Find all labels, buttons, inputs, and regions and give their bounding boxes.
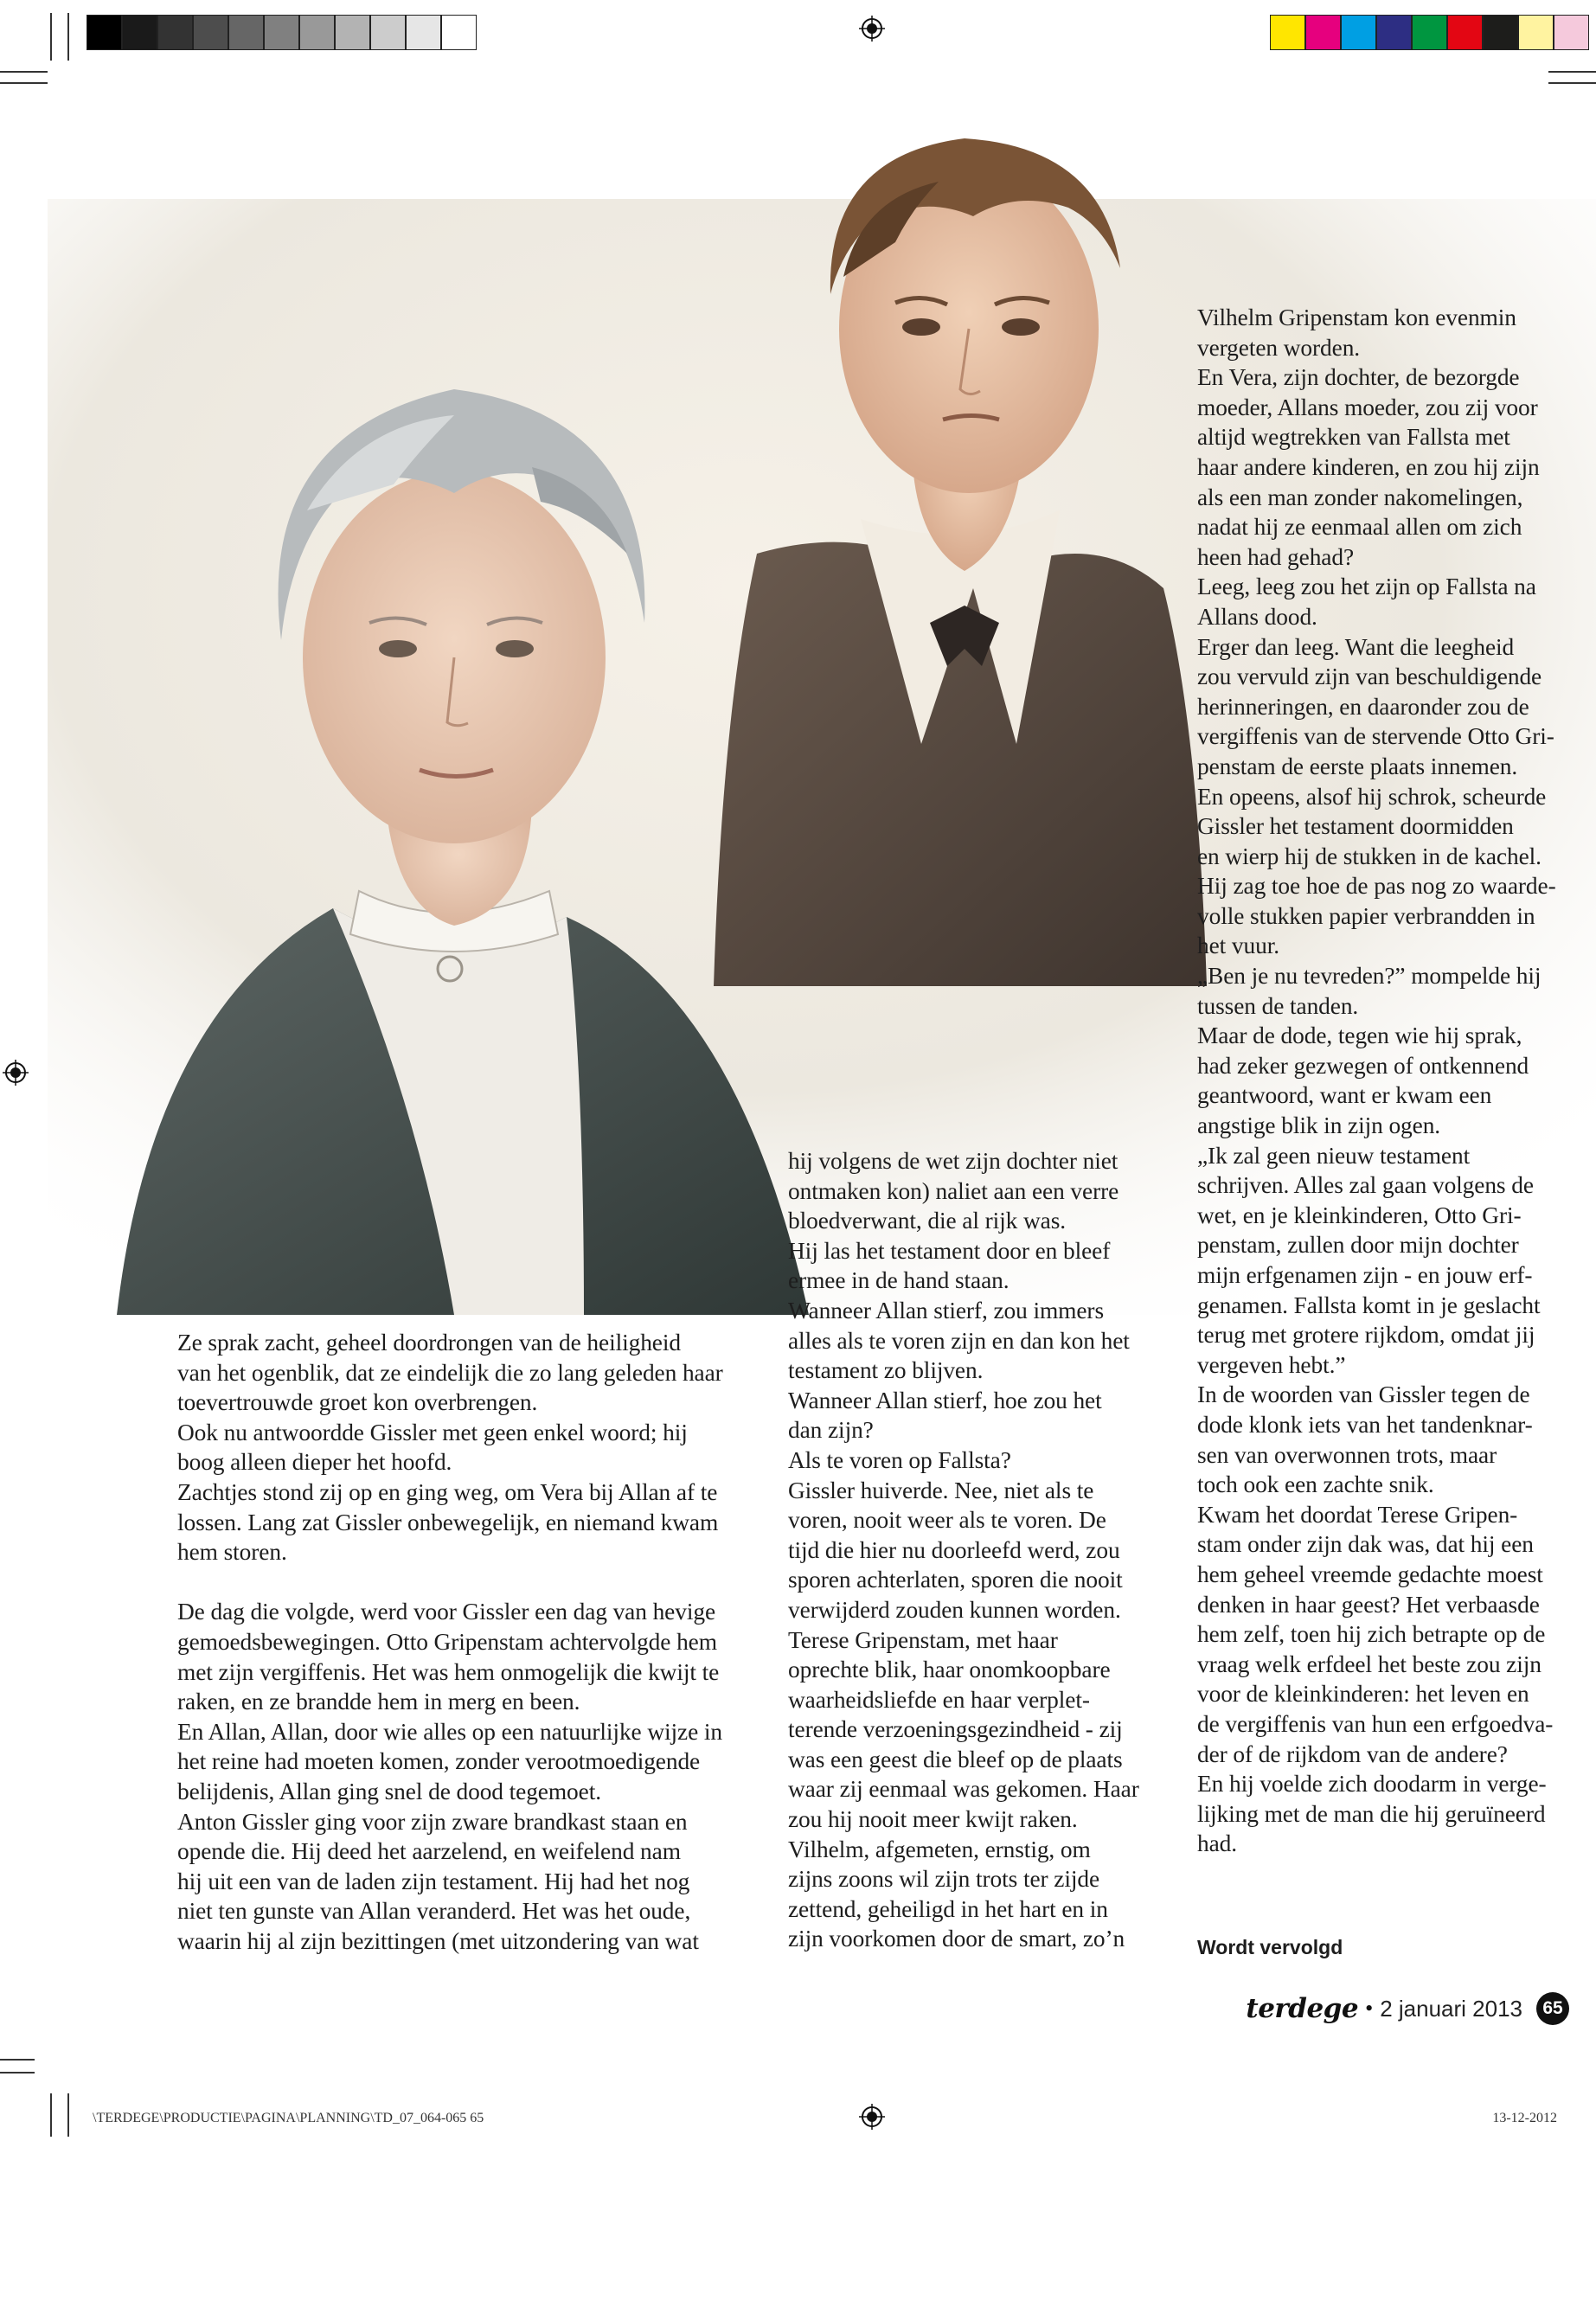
print-slug-path: \TERDEGE\PRODUCTIE\PAGINA\PLANNING\TD_07_064-065 65	[93, 2111, 484, 2125]
crop-mark	[50, 13, 52, 61]
text-line: ermee in de hand staan.	[788, 1267, 1010, 1294]
text-line: „Ik zal geen nieuw testament	[1197, 1142, 1471, 1169]
article-column-middle	[788, 1146, 1169, 1954]
text-line: toevertrouwde groet kon overbrengen.	[177, 1389, 538, 1416]
text-line: Hij las het testament door en bleef	[788, 1237, 1111, 1264]
text-line: verwijderd zouden kunnen worden.	[788, 1596, 1121, 1623]
text-line: waarin hij al zijn bezittingen (met uitzondering van wat	[177, 1927, 699, 1954]
text-line: voren, nooit weer als te voren. De	[788, 1507, 1106, 1534]
crop-mark	[0, 2059, 35, 2061]
text-line: angstige blik in zijn ogen.	[1197, 1112, 1441, 1139]
text-line: Zachtjes stond zij op en ging weg, om Vera bij Allan af te	[177, 1478, 718, 1505]
text-line: In de woorden van Gissler tegen de	[1197, 1381, 1530, 1408]
print-slug-date: 13-12-2012	[1492, 2111, 1557, 2125]
footer-separator: •	[1365, 1996, 1374, 2021]
text-line: heen had gehad?	[1197, 543, 1355, 570]
text-line: boog alleen dieper het hoofd.	[177, 1449, 452, 1476]
text-line: testament zo blijven.	[788, 1357, 984, 1384]
text-line: waarheidsliefde en haar verplet-	[788, 1686, 1090, 1713]
text-line: Anton Gissler ging voor zijn zware brandkast staan en	[177, 1808, 688, 1835]
text-line: belijdenis, Allan ging snel de dood tegemoet.	[177, 1778, 601, 1804]
text-line: haar andere kinderen, en zou hij zijn	[1197, 453, 1540, 480]
text-line: vergeten worden.	[1197, 334, 1361, 361]
text-line: hij volgens de wet zijn dochter niet	[788, 1148, 1118, 1174]
text-line: Ook nu antwoordde Gissler met geen enkel woord; hij	[177, 1419, 688, 1445]
text-line: genamen. Fallsta komt in je geslacht	[1197, 1292, 1541, 1318]
text-line: Maar de dode, tegen wie hij sprak,	[1197, 1022, 1522, 1049]
text-line: Gissler huiverde. Nee, niet als te	[788, 1477, 1094, 1503]
color-swatch	[193, 15, 228, 50]
text-line: hem zelf, toen hij zich betrapte op de	[1197, 1621, 1546, 1648]
color-swatch	[122, 15, 157, 50]
paragraph-break	[177, 1567, 766, 1598]
text-line: toch ook een zachte snik.	[1197, 1471, 1434, 1498]
text-line: Ze sprak zacht, geheel doordrongen van de heiligheid	[177, 1330, 681, 1356]
crop-mark	[0, 82, 48, 84]
color-swatch	[1341, 15, 1376, 50]
text-line: zou vervuld zijn van beschuldigende	[1197, 663, 1542, 690]
text-line: dode klonk iets van het tandenknar-	[1197, 1411, 1533, 1438]
text-line: lijking met de man die hij geruïneerd	[1197, 1800, 1546, 1827]
crop-mark	[50, 2093, 52, 2137]
crop-mark	[0, 2072, 35, 2073]
text-line: zettend, geheiligd in het hart en in	[788, 1895, 1108, 1922]
text-line: De dag die volgde, werd voor Gissler een dag van hevige	[177, 1599, 715, 1625]
text-line: En opeens, alsof hij schrok, scheurde	[1197, 783, 1547, 810]
text-line: vergeven hebt.”	[1197, 1351, 1346, 1378]
color-swatch	[299, 15, 335, 50]
text-line: penstam de eerste plaats innemen.	[1197, 753, 1518, 779]
text-line: Vilhelm, afgemeten, ernstig, om	[788, 1836, 1091, 1862]
page-footer	[1246, 1988, 1569, 2029]
text-line: sen van overwonnen trots, maar	[1197, 1441, 1497, 1468]
text-line: waar zij eenmaal was gekomen. Haar	[788, 1776, 1139, 1803]
text-line: Vilhelm Gripenstam kon evenmin	[1197, 304, 1516, 330]
text-line: nadat hij ze eenmaal allen om zich	[1197, 514, 1522, 541]
text-line: voor de kleinkinderen: het leven en	[1197, 1681, 1529, 1708]
text-line: En hij voelde zich doodarm in verge-	[1197, 1771, 1547, 1798]
color-swatch	[1376, 15, 1412, 50]
text-line: terende verzoeningsgezindheid - zij	[788, 1716, 1123, 1743]
crop-mark	[1548, 82, 1596, 84]
text-line: penstam, zullen door mijn dochter	[1197, 1232, 1519, 1259]
process-color-bar	[1270, 15, 1589, 50]
text-line: bloedverwant, die al rijk was.	[788, 1208, 1067, 1234]
text-line: de vergiffenis van hun een erfgoedva-	[1197, 1710, 1554, 1737]
text-line: altijd wegtrekken van Fallsta met	[1197, 424, 1510, 451]
text-line: zijn voorkomen door de smart, zo’n	[788, 1926, 1125, 1952]
text-line: geantwoord, want er kwam een	[1197, 1082, 1492, 1109]
color-swatch	[406, 15, 441, 50]
text-line: vraag welk erfdeel het beste zou zijn	[1197, 1650, 1542, 1677]
color-swatch	[157, 15, 193, 50]
text-line: hem geheel vreemde gedachte moest	[1197, 1561, 1543, 1587]
color-swatch	[1270, 15, 1305, 50]
crop-mark	[0, 71, 48, 73]
text-line: zou hij nooit meer kwijt raken.	[788, 1806, 1078, 1833]
text-line: schrijven. Alles zal gaan volgens de	[1197, 1172, 1534, 1199]
text-line: Allans dood.	[1197, 603, 1317, 630]
color-swatch	[228, 15, 264, 50]
text-line: Leeg, leeg zou het zijn op Fallsta na	[1197, 574, 1536, 600]
text-line: en wierp hij de stukken in de kachel.	[1197, 843, 1542, 869]
text-line: raken, en ze brandde hem in merg en been.	[177, 1689, 580, 1715]
color-swatch	[1554, 15, 1589, 50]
text-line: tussen de tanden.	[1197, 992, 1359, 1019]
text-line: opende die. Hij deed het aarzelend, en weifelend nam	[177, 1838, 681, 1865]
text-line: Wanneer Allan stierf, hoe zou het	[788, 1387, 1102, 1413]
text-line: was een geest die bleef op de plaats	[788, 1746, 1123, 1772]
text-line: het vuur.	[1197, 933, 1279, 959]
color-swatch	[441, 15, 477, 50]
text-line: het reine had moeten komen, zonder verootmoedigende	[177, 1748, 701, 1775]
text-line: hem storen.	[177, 1539, 287, 1566]
text-line: herinneringen, en daaronder zou de	[1197, 693, 1529, 720]
text-line: Terese Gripenstam, met haar	[788, 1626, 1058, 1653]
text-line: der of de rijkdom van de andere?	[1197, 1740, 1508, 1767]
issue-date: 2 januari 2013	[1380, 1995, 1522, 2022]
text-line: alles als te voren zijn en dan kon het	[788, 1327, 1130, 1354]
page-number-badge: 65	[1536, 1992, 1569, 2025]
text-line: hij uit een van de laden zijn testament. Hij had het nog	[177, 1868, 690, 1894]
color-swatch	[1412, 15, 1447, 50]
color-swatch	[370, 15, 406, 50]
text-line: sporen achterlaten, sporen die nooit	[788, 1567, 1123, 1593]
text-line: En Allan, Allan, door wie alles op een natuurlijke wijze in	[177, 1718, 723, 1745]
color-swatch	[335, 15, 370, 50]
text-line: terug met grotere rijkdom, omdat jij	[1197, 1322, 1535, 1349]
text-line: Gissler het testament doormidden	[1197, 813, 1514, 840]
color-swatch	[1305, 15, 1341, 50]
text-line: lossen. Lang zat Gissler onbewegelijk, en niemand kwam	[177, 1509, 719, 1535]
article-column-left	[177, 1328, 766, 1956]
text-line: zijns zoons wil zijn trots ter zijde	[788, 1866, 1100, 1893]
text-line: niet ten gunste van Allan veranderd. Het was het oude,	[177, 1898, 691, 1925]
registration-mark-icon	[859, 16, 885, 42]
text-line: Kwam het doordat Terese Gripen-	[1197, 1501, 1518, 1528]
text-line: Als te voren op Fallsta?	[788, 1446, 1011, 1473]
text-line: En Vera, zijn dochter, de bezorgde	[1197, 364, 1520, 391]
text-line: stam onder zijn dak was, dat hij een	[1197, 1531, 1534, 1558]
article-column-right	[1197, 303, 1578, 1859]
text-line: als een man zonder nakomelingen,	[1197, 484, 1523, 510]
text-line: moeder, Allans moeder, zou zij voor	[1197, 394, 1538, 420]
crop-mark	[67, 2093, 69, 2137]
text-line: had zeker gezwegen of ontkennend	[1197, 1052, 1529, 1079]
text-line: volle stukken papier verbrandden in	[1197, 902, 1535, 929]
text-line: vergiffenis van de stervende Otto Gri-	[1197, 723, 1554, 750]
crop-mark	[1548, 71, 1596, 73]
color-swatch	[87, 15, 122, 50]
registration-mark-icon	[3, 1060, 29, 1086]
text-line: oprechte blik, haar onomkoopbare	[788, 1657, 1111, 1683]
text-line: gemoedsbewegingen. Otto Gripenstam achtervolgde hem	[177, 1628, 717, 1655]
text-line: tijd die hier nu doorleefd werd, zou	[788, 1536, 1120, 1563]
text-line: mijn erfgenamen zijn - en jouw erf-	[1197, 1262, 1533, 1288]
text-line: van het ogenblik, dat ze eindelijk die zo lang geleden haar	[177, 1359, 723, 1386]
color-swatch	[1447, 15, 1483, 50]
text-line: met zijn vergiffenis. Het was hem onmogelijk die kwijt te	[177, 1658, 720, 1685]
magazine-logo: terdege	[1246, 1993, 1359, 2024]
color-swatch	[264, 15, 299, 50]
text-line: had.	[1197, 1830, 1237, 1857]
grayscale-color-bar	[87, 15, 477, 50]
color-swatch	[1518, 15, 1554, 50]
crop-mark	[67, 13, 69, 61]
text-line: denken in haar geest? Het verbaasde	[1197, 1591, 1540, 1618]
color-swatch	[1483, 15, 1518, 50]
text-line: Wanneer Allan stierf, zou immers	[788, 1297, 1105, 1324]
to-be-continued-label: Wordt vervolgd	[1197, 1936, 1343, 1958]
text-line: „Ben je nu tevreden?” mompelde hij	[1197, 963, 1542, 990]
registration-mark-icon	[859, 2104, 885, 2130]
text-line: wet, en je kleinkinderen, Otto Gri-	[1197, 1202, 1522, 1228]
text-line: Erger dan leeg. Want die leegheid	[1197, 633, 1515, 660]
text-line: dan zijn?	[788, 1417, 874, 1444]
text-line: ontmaken kon) naliet aan een verre	[788, 1177, 1119, 1204]
text-line: Hij zag toe hoe de pas nog zo waarde-	[1197, 873, 1556, 900]
